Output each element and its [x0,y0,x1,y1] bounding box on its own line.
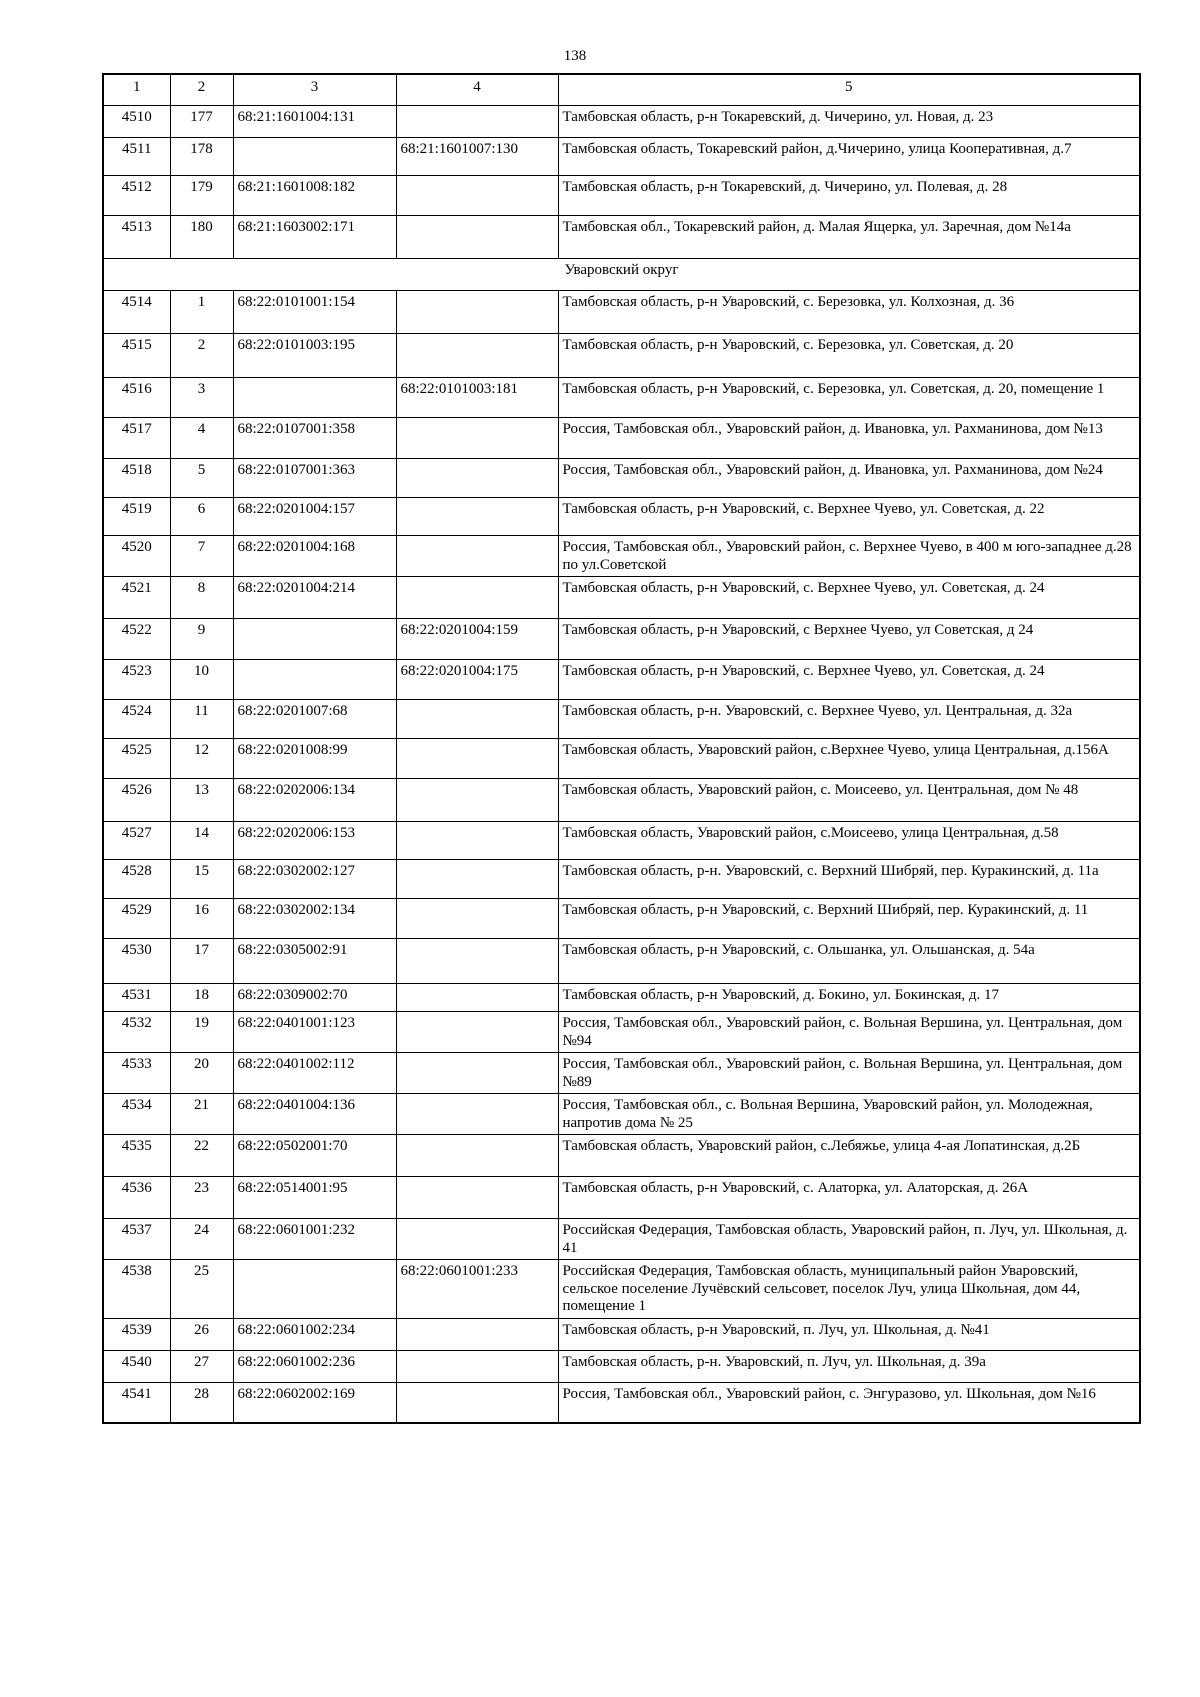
cadastral-number-alt-cell [396,739,558,779]
address-cell: Россия, Тамбовская обл., Уваровский район, д. Ивановка, ул. Рахманинова, дом №24 [558,459,1140,498]
table-row [103,1219,1140,1260]
cadastral-number-cell: 68:22:0601002:236 [233,1350,396,1382]
address-cell: Тамбовская область, Уваровский район, с.Моисеево, улица Центральная, д.58 [558,822,1140,860]
row-num-cell: 10 [170,660,233,700]
table-row [103,291,1140,334]
row-num-cell: 21 [170,1094,233,1135]
address-cell: Россия, Тамбовская обл., Уваровский район, д. Ивановка, ул. Рахманинова, дом №13 [558,418,1140,459]
table-row [103,700,1140,739]
row-num-cell: 9 [170,619,233,660]
row-num-cell: 25 [170,1260,233,1319]
table-row [103,216,1140,259]
row-num-cell: 8 [170,577,233,619]
address-cell: Тамбовская область, р-н Уваровский, с Верхнее Чуево, ул Советская, д 24 [558,619,1140,660]
table-row [103,779,1140,822]
row-num-cell: 12 [170,739,233,779]
row-num-cell: 20 [170,1053,233,1094]
section-row [103,259,1140,291]
row-id-cell: 4534 [103,1094,170,1135]
row-num-cell: 11 [170,700,233,739]
row-id-cell: 4539 [103,1318,170,1350]
address-cell: Россия, Тамбовская обл., Уваровский район, с. Энгуразово, ул. Школьная, дом №16 [558,1382,1140,1423]
table-row [103,1382,1140,1423]
row-id-cell: 4528 [103,860,170,899]
table-row [103,106,1140,138]
section-header: Уваровский округ [103,259,1140,291]
address-cell: Тамбовская область, р-н Уваровский, п. Луч, ул. Школьная, д. №41 [558,1318,1140,1350]
row-num-cell: 15 [170,860,233,899]
cadastral-number-cell: 68:21:1601004:131 [233,106,396,138]
cadastral-number-alt-cell [396,106,558,138]
cadastral-number-cell: 68:21:1603002:171 [233,216,396,259]
cadastral-number-cell: 68:22:0401001:123 [233,1012,396,1053]
cadastral-number-cell: 68:22:0101003:195 [233,334,396,378]
row-num-cell: 27 [170,1350,233,1382]
row-id-cell: 4531 [103,984,170,1012]
header-col-5: 5 [558,74,1140,106]
cadastral-number-alt-cell [396,418,558,459]
address-cell: Тамбовская область, р-н Уваровский, с. Березовка, ул. Советская, д. 20, помещение 1 [558,378,1140,418]
row-id-cell: 4525 [103,739,170,779]
cadastral-number-alt-cell [396,700,558,739]
address-cell: Тамбовская область, р-н. Уваровский, п. Луч, ул. Школьная, д. 39а [558,1350,1140,1382]
cadastral-number-cell: 68:22:0401002:112 [233,1053,396,1094]
cadastral-number-alt-cell: 68:22:0601001:233 [396,1260,558,1319]
cadastral-number-alt-cell [396,334,558,378]
cadastral-number-alt-cell [396,536,558,577]
cadastral-number-alt-cell [396,291,558,334]
cadastral-number-cell: 68:22:0602002:169 [233,1382,396,1423]
table-row [103,984,1140,1012]
table-row [103,1094,1140,1135]
cadastral-number-cell: 68:21:1601008:182 [233,176,396,216]
header-col-2: 2 [170,74,233,106]
row-num-cell: 24 [170,1219,233,1260]
cadastral-number-alt-cell [396,1219,558,1260]
cadastral-number-cell: 68:22:0201004:157 [233,498,396,536]
row-num-cell: 178 [170,138,233,176]
cadastral-number-alt-cell [396,498,558,536]
cadastral-number-alt-cell [396,1053,558,1094]
address-cell: Россия, Тамбовская обл., Уваровский район, с. Верхнее Чуево, в 400 м юго-западнее д.28 по ул.Советской [558,536,1140,577]
cadastral-number-cell: 68:22:0514001:95 [233,1177,396,1219]
cadastral-number-alt-cell: 68:21:1601007:130 [396,138,558,176]
row-id-cell: 4516 [103,378,170,418]
row-id-cell: 4524 [103,700,170,739]
row-num-cell: 5 [170,459,233,498]
row-id-cell: 4517 [103,418,170,459]
header-col-1: 1 [103,74,170,106]
row-id-cell: 4529 [103,899,170,939]
cadastral-number-alt-cell [396,860,558,899]
row-id-cell: 4527 [103,822,170,860]
table-row [103,1012,1140,1053]
row-id-cell: 4512 [103,176,170,216]
address-cell: Тамбовская область, р-н Токаревский, д. Чичерино, ул. Полевая, д. 28 [558,176,1140,216]
row-num-cell: 18 [170,984,233,1012]
address-cell: Тамбовская область, р-н Уваровский, с. Верхнее Чуево, ул. Советская, д. 22 [558,498,1140,536]
cadastral-number-alt-cell [396,1135,558,1177]
row-id-cell: 4515 [103,334,170,378]
row-id-cell: 4521 [103,577,170,619]
row-num-cell: 177 [170,106,233,138]
cadastral-number-alt-cell [396,1350,558,1382]
row-num-cell: 7 [170,536,233,577]
table-row [103,1350,1140,1382]
row-num-cell: 17 [170,939,233,984]
cadastral-number-cell: 68:22:0601001:232 [233,1219,396,1260]
table-header [103,74,1140,106]
table-row [103,1053,1140,1094]
table-row [103,459,1140,498]
row-id-cell: 4514 [103,291,170,334]
address-cell: Тамбовская область, р-н Уваровский, с. Верхний Шибряй, пер. Куракинский, д. 11 [558,899,1140,939]
row-num-cell: 179 [170,176,233,216]
cadastral-number-cell: 68:22:0502001:70 [233,1135,396,1177]
address-cell: Российская Федерация, Тамбовская область, Уваровский район, п. Луч, ул. Школьная, д. 41 [558,1219,1140,1260]
table-body [103,106,1140,1424]
cadastral-number-cell: 68:22:0101001:154 [233,291,396,334]
cadastral-number-alt-cell [396,216,558,259]
cadastral-number-cell [233,138,396,176]
table-row [103,1177,1140,1219]
table-row [103,860,1140,899]
cadastral-number-alt-cell [396,779,558,822]
row-num-cell: 22 [170,1135,233,1177]
cadastral-number-cell: 68:22:0305002:91 [233,939,396,984]
row-num-cell: 16 [170,899,233,939]
cadastral-number-cell [233,1260,396,1319]
cadastral-number-alt-cell [396,1012,558,1053]
address-cell: Россия, Тамбовская обл., Уваровский район, с. Вольная Вершина, ул. Центральная, дом №89 [558,1053,1140,1094]
row-id-cell: 4530 [103,939,170,984]
row-id-cell: 4541 [103,1382,170,1423]
row-num-cell: 14 [170,822,233,860]
table-row [103,498,1140,536]
address-cell: Тамбовская область, Уваровский район, с. Моисеево, ул. Центральная, дом № 48 [558,779,1140,822]
address-cell: Тамбовская область, р-н. Уваровский, с. Верхнее Чуево, ул. Центральная, д. 32а [558,700,1140,739]
cadastral-number-alt-cell: 68:22:0201004:175 [396,660,558,700]
address-cell: Тамбовская область, Токаревский район, д.Чичерино, улица Кооперативная, д.7 [558,138,1140,176]
row-id-cell: 4533 [103,1053,170,1094]
address-cell: Тамбовская область, р-н Уваровский, с. Ольшанка, ул. Ольшанская, д. 54а [558,939,1140,984]
address-cell: Тамбовская область, р-н Уваровский, д. Бокино, ул. Бокинская, д. 17 [558,984,1140,1012]
cadastral-number-cell: 68:22:0202006:134 [233,779,396,822]
cadastral-number-cell [233,378,396,418]
table-row [103,660,1140,700]
row-num-cell: 19 [170,1012,233,1053]
row-id-cell: 4535 [103,1135,170,1177]
row-id-cell: 4518 [103,459,170,498]
cadastral-number-alt-cell [396,1177,558,1219]
row-num-cell: 13 [170,779,233,822]
cadastral-number-cell [233,619,396,660]
header-col-4: 4 [396,74,558,106]
row-id-cell: 4522 [103,619,170,660]
table-row [103,536,1140,577]
cadastral-number-cell: 68:22:0202006:153 [233,822,396,860]
address-cell: Тамбовская область, р-н Уваровский, с. Березовка, ул. Колхозная, д. 36 [558,291,1140,334]
cadastral-number-cell: 68:22:0309002:70 [233,984,396,1012]
row-id-cell: 4526 [103,779,170,822]
table-row [103,138,1140,176]
row-id-cell: 4538 [103,1260,170,1319]
cadastral-number-cell: 68:22:0201004:168 [233,536,396,577]
cadastral-number-alt-cell [396,577,558,619]
row-num-cell: 4 [170,418,233,459]
table-row [103,176,1140,216]
row-id-cell: 4513 [103,216,170,259]
table-row [103,1135,1140,1177]
table-row [103,739,1140,779]
header-col-3: 3 [233,74,396,106]
table-row [103,1318,1140,1350]
cadastral-number-alt-cell [396,939,558,984]
table-row [103,334,1140,378]
address-cell: Тамбовская область, р-н Уваровский, с. Верхнее Чуево, ул. Советская, д. 24 [558,660,1140,700]
address-cell: Тамбовская обл., Токаревский район, д. Малая Ящерка, ул. Заречная, дом №14а [558,216,1140,259]
cadastral-number-alt-cell [396,822,558,860]
cadastral-number-cell: 68:22:0302002:134 [233,899,396,939]
row-id-cell: 4532 [103,1012,170,1053]
row-num-cell: 180 [170,216,233,259]
cadastral-number-cell: 68:22:0107001:358 [233,418,396,459]
cadastral-registry-table [102,73,1141,1424]
header-row [103,74,1140,106]
cadastral-number-cell: 68:22:0107001:363 [233,459,396,498]
address-cell: Тамбовская область, р-н Токаревский, д. Чичерино, ул. Новая, д. 23 [558,106,1140,138]
row-id-cell: 4540 [103,1350,170,1382]
cadastral-number-alt-cell [396,984,558,1012]
cadastral-number-alt-cell [396,176,558,216]
cadastral-number-alt-cell [396,1318,558,1350]
address-cell: Тамбовская область, р-н. Уваровский, с. Верхний Шибряй, пер. Куракинский, д. 11а [558,860,1140,899]
table-row [103,577,1140,619]
cadastral-number-cell: 68:22:0601002:234 [233,1318,396,1350]
row-num-cell: 28 [170,1382,233,1423]
row-num-cell: 3 [170,378,233,418]
row-id-cell: 4523 [103,660,170,700]
row-num-cell: 1 [170,291,233,334]
address-cell: Тамбовская область, Уваровский район, с.Верхнее Чуево, улица Центральная, д.156А [558,739,1140,779]
cadastral-number-cell [233,660,396,700]
cadastral-number-cell: 68:22:0201004:214 [233,577,396,619]
cadastral-number-alt-cell [396,899,558,939]
page-number: 138 [563,48,587,64]
row-num-cell: 23 [170,1177,233,1219]
address-cell: Тамбовская область, р-н Уваровский, с. Верхнее Чуево, ул. Советская, д. 24 [558,577,1140,619]
table-row [103,939,1140,984]
cadastral-number-cell: 68:22:0201007:68 [233,700,396,739]
address-cell: Россия, Тамбовская обл., Уваровский район, с. Вольная Вершина, ул. Центральная, дом №94 [558,1012,1140,1053]
cadastral-number-alt-cell [396,459,558,498]
table-row [103,619,1140,660]
cadastral-number-cell: 68:22:0302002:127 [233,860,396,899]
address-cell: Тамбовская область, Уваровский район, с.Лебяжье, улица 4-ая Лопатинская, д.2Б [558,1135,1140,1177]
table-row [103,418,1140,459]
address-cell: Тамбовская область, р-н Уваровский, с. Березовка, ул. Советская, д. 20 [558,334,1140,378]
row-num-cell: 6 [170,498,233,536]
row-id-cell: 4511 [103,138,170,176]
address-cell: Российская Федерация, Тамбовская область, муниципальный район Уваровский, сельское поселение Лучёвский сельсовет, поселок Луч, улица Школьная, дом 44, помещение 1 [558,1260,1140,1319]
cadastral-number-alt-cell: 68:22:0101003:181 [396,378,558,418]
table-row [103,378,1140,418]
cadastral-number-alt-cell: 68:22:0201004:159 [396,619,558,660]
row-num-cell: 2 [170,334,233,378]
cadastral-number-alt-cell [396,1382,558,1423]
address-cell: Россия, Тамбовская обл., с. Вольная Вершина, Уваровский район, ул. Молодежная, напротив дома № 25 [558,1094,1140,1135]
cadastral-number-alt-cell [396,1094,558,1135]
cadastral-number-cell: 68:22:0401004:136 [233,1094,396,1135]
table-row [103,899,1140,939]
row-id-cell: 4519 [103,498,170,536]
table-row [103,1260,1140,1319]
row-id-cell: 4520 [103,536,170,577]
row-num-cell: 26 [170,1318,233,1350]
address-cell: Тамбовская область, р-н Уваровский, с. Алаторка, ул. Алаторская, д. 26А [558,1177,1140,1219]
row-id-cell: 4536 [103,1177,170,1219]
cadastral-number-cell: 68:22:0201008:99 [233,739,396,779]
row-id-cell: 4537 [103,1219,170,1260]
table-row [103,822,1140,860]
row-id-cell: 4510 [103,106,170,138]
